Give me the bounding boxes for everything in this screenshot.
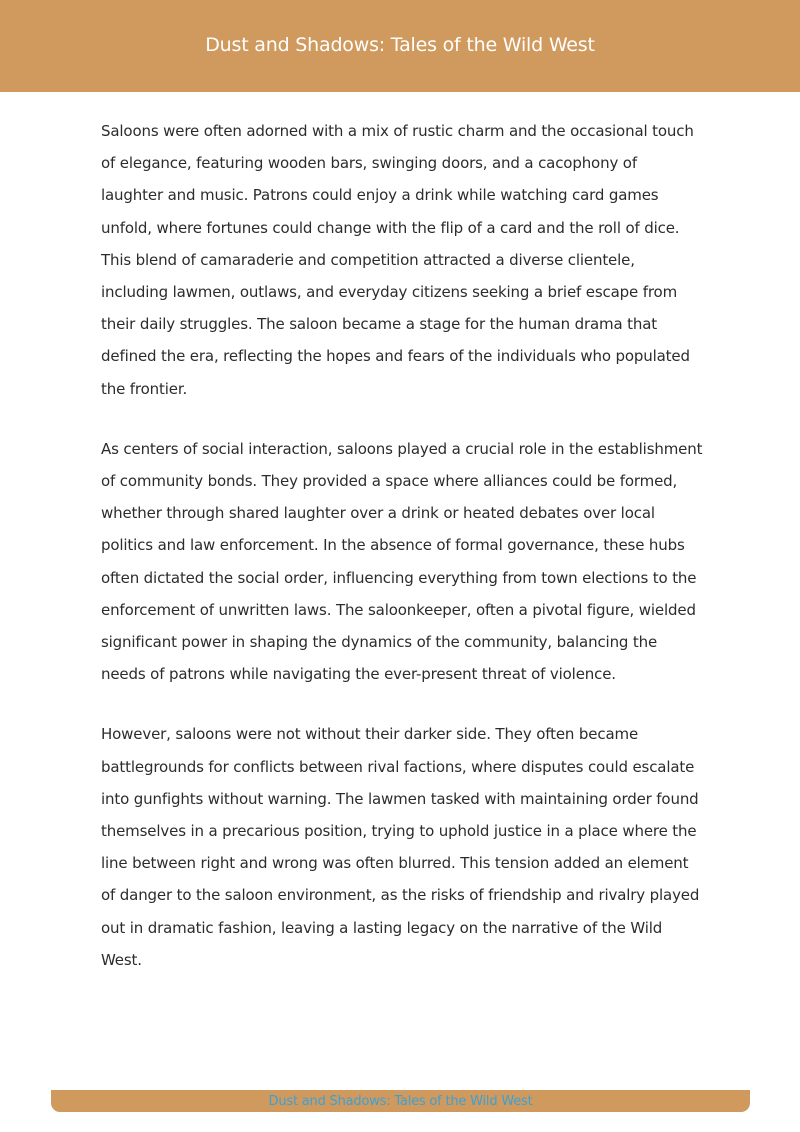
paragraph-darker-side: However, saloons were not without their darker side. They often became battlegrounds for conflicts between rival factions, where disputes could escalate into gunfights without warning. The lawmen tasked with maintaining order found themselves in a precarious position, trying to uphold justice in a place where the line between right and wrong was often blurred. This tension added an element of danger to the saloon environment, as the risks of friendship and rivalry played out in dramatic fashion, leaving a lasting legacy on the narrative of the Wild West. <box>101 725 700 969</box>
page-header <box>0 0 800 92</box>
paragraph-social-interaction: As centers of social interaction, saloons played a crucial role in the establishment of community bonds. They provided a space where alliances could be formed, whether through shared laughter over a drink or heated debates over local politics and law enforcement. In the absence of formal governance, these hubs often dictated the social order, influencing everything from town elections to the enforcement of unwritten laws. The saloonkeeper, often a pivotal figure, wielded significant power in shaping the dynamics of the community, balancing the needs of patrons while navigating the ever-present threat of violence. <box>101 439 703 684</box>
page-title: Dust and Shadows: Tales of the Wild West <box>205 34 595 56</box>
article-body <box>101 115 703 1004</box>
footer-title: Dust and Shadows: Tales of the Wild West <box>268 1093 533 1109</box>
page-footer <box>51 1090 750 1112</box>
paragraph-saloon-atmosphere: Saloons were often adorned with a mix of rustic charm and the occasional touch of elegance, featuring wooden bars, swinging doors, and a cacophony of laughter and music. Patrons could enjoy a drink while watching card games unfold, where fortunes could change with the flip of a card and the roll of dice. This blend of camaraderie and competition attracted a diverse clientele, including lawmen, outlaws, and everyday citizens seeking a brief escape from their daily struggles. The saloon became a stage for the human drama that defined the era, reflecting the hopes and fears of the individuals who populated the frontier. <box>101 122 694 398</box>
